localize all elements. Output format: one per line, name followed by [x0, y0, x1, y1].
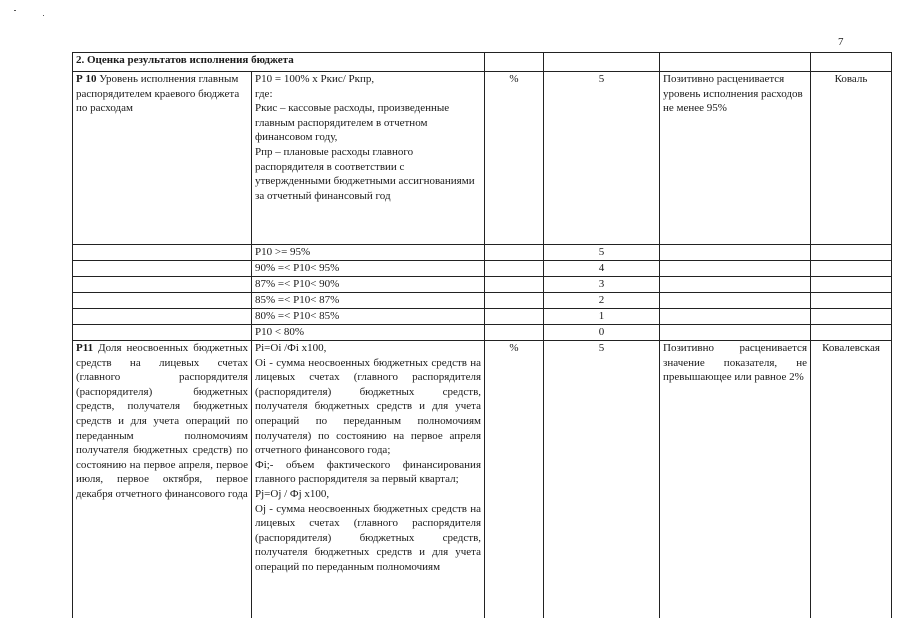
scale-condition: Р10 >= 95% — [252, 245, 485, 261]
r11-responsible: Ковалевская — [811, 341, 892, 619]
r10-formula-cell — [252, 72, 485, 245]
empty-cell — [485, 261, 544, 277]
r10-name-cell — [73, 72, 252, 245]
empty-cell — [660, 53, 811, 72]
r10-responsible: Коваль — [811, 72, 892, 245]
r11-formula-line: Рj=Оj / Фj х100, — [255, 487, 330, 500]
r11-formula-line: Фi;- объем фактического финансирования главного распорядителя за первый квартал; — [255, 458, 482, 486]
scale-points: 0 — [544, 325, 660, 341]
empty-cell — [660, 277, 811, 293]
scale-points: 3 — [544, 277, 660, 293]
empty-cell — [660, 245, 811, 261]
r10-scale-row — [73, 293, 892, 309]
empty-cell — [811, 53, 892, 72]
section-header-row — [73, 53, 892, 72]
r11-formula-line: Оj - сумма неосвоенных бюджетных средств на лицевых счетах (главного распорядителя (распорядителя) бюджетных средств, получателя бюджетных средств и для учета операций по переданным полномочиям — [255, 502, 482, 573]
section-title: 2. Оценка результатов исполнения бюджета — [73, 53, 485, 72]
r11-unit: % — [485, 341, 544, 619]
scale-points: 5 — [544, 245, 660, 261]
empty-cell — [811, 293, 892, 309]
empty-cell — [660, 261, 811, 277]
scan-speck — [43, 15, 44, 16]
r11-formula-cell — [252, 341, 485, 619]
empty-cell — [485, 245, 544, 261]
r10-formula-line: Р10 = 100% х Ркис/ Ркпр, — [255, 73, 375, 85]
r10-scale-row — [73, 245, 892, 261]
r11-points: 5 — [544, 341, 660, 619]
r10-comment: Позитивно расценивается уровень исполнения расходов не менее 95% — [660, 72, 811, 245]
r11-name: Доля неосвоенных бюджетных средств на лицевых счетах (главного распорядителя (распорядителя) бюджетных средств, получателя бюджетных средств и для учета операций по переданным полномочиям получателя бюджетных средств) по состоянию на первое апреля, первое июля, первое октября, первое декабря отчетного финансового года — [76, 342, 248, 500]
r11-code: Р11 — [76, 342, 94, 354]
empty-cell — [73, 245, 252, 261]
r11-row — [73, 341, 892, 619]
r10-code: Р 10 — [76, 73, 97, 85]
r10-unit: % — [485, 72, 544, 245]
r11-comment: Позитивно расценивается значение показателя, не превышающее или равное 2% — [660, 341, 811, 619]
r10-scale-row — [73, 309, 892, 325]
empty-cell — [73, 293, 252, 309]
r10-scale-row — [73, 325, 892, 341]
empty-cell — [660, 325, 811, 341]
empty-cell — [485, 277, 544, 293]
scale-points: 1 — [544, 309, 660, 325]
r10-scale-row — [73, 277, 892, 293]
scale-points: 2 — [544, 293, 660, 309]
page-number: 7 — [838, 36, 844, 48]
empty-cell — [660, 309, 811, 325]
empty-cell — [485, 293, 544, 309]
scale-condition: 90% =< Р10< 95% — [252, 261, 485, 277]
r10-name: Уровень исполнения главным распорядителем краевого бюджета по расходам — [76, 73, 240, 115]
scale-points: 4 — [544, 261, 660, 277]
empty-cell — [811, 325, 892, 341]
scale-condition: 85% =< Р10< 87% — [252, 293, 485, 309]
scale-condition: Р10 < 80% — [252, 325, 485, 341]
r11-formula-line: Рi=Оi /Фi х100, — [255, 342, 327, 354]
empty-cell — [73, 277, 252, 293]
empty-cell — [660, 293, 811, 309]
evaluation-table — [72, 52, 892, 618]
empty-cell — [485, 53, 544, 72]
scale-condition: 87% =< Р10< 90% — [252, 277, 485, 293]
r10-row — [73, 72, 892, 245]
scan-speck — [14, 10, 16, 11]
empty-cell — [73, 261, 252, 277]
r10-formula-line: где: — [255, 87, 273, 100]
r11-name-cell — [73, 341, 252, 619]
empty-cell — [811, 261, 892, 277]
r10-scale-row — [73, 261, 892, 277]
empty-cell — [73, 309, 252, 325]
r11-formula-line: Оi - сумма неосвоенных бюджетных средств на лицевых счетах (главного распорядителя (распорядителя) бюджетных средств, получателя бюджетных средств и для учета операций по переданным полномочиям получателя) по состоянию на первое апреля отчетного финансового года; — [255, 356, 482, 457]
empty-cell — [73, 325, 252, 341]
empty-cell — [811, 245, 892, 261]
empty-cell — [485, 309, 544, 325]
r10-points: 5 — [544, 72, 660, 245]
empty-cell — [544, 53, 660, 72]
r10-formula-line: Рпр – плановые расходы главного распорядителя в соответствии с утвержденными бюджетными ассигнованиями за отчетный финансовый год — [255, 145, 475, 202]
empty-cell — [811, 277, 892, 293]
empty-cell — [811, 309, 892, 325]
scale-condition: 80% =< Р10< 85% — [252, 309, 485, 325]
empty-cell — [485, 325, 544, 341]
r10-formula-line: Ркис – кассовые расходы, произведенные главным распорядителем в отчетном финансовом году, — [255, 102, 450, 144]
